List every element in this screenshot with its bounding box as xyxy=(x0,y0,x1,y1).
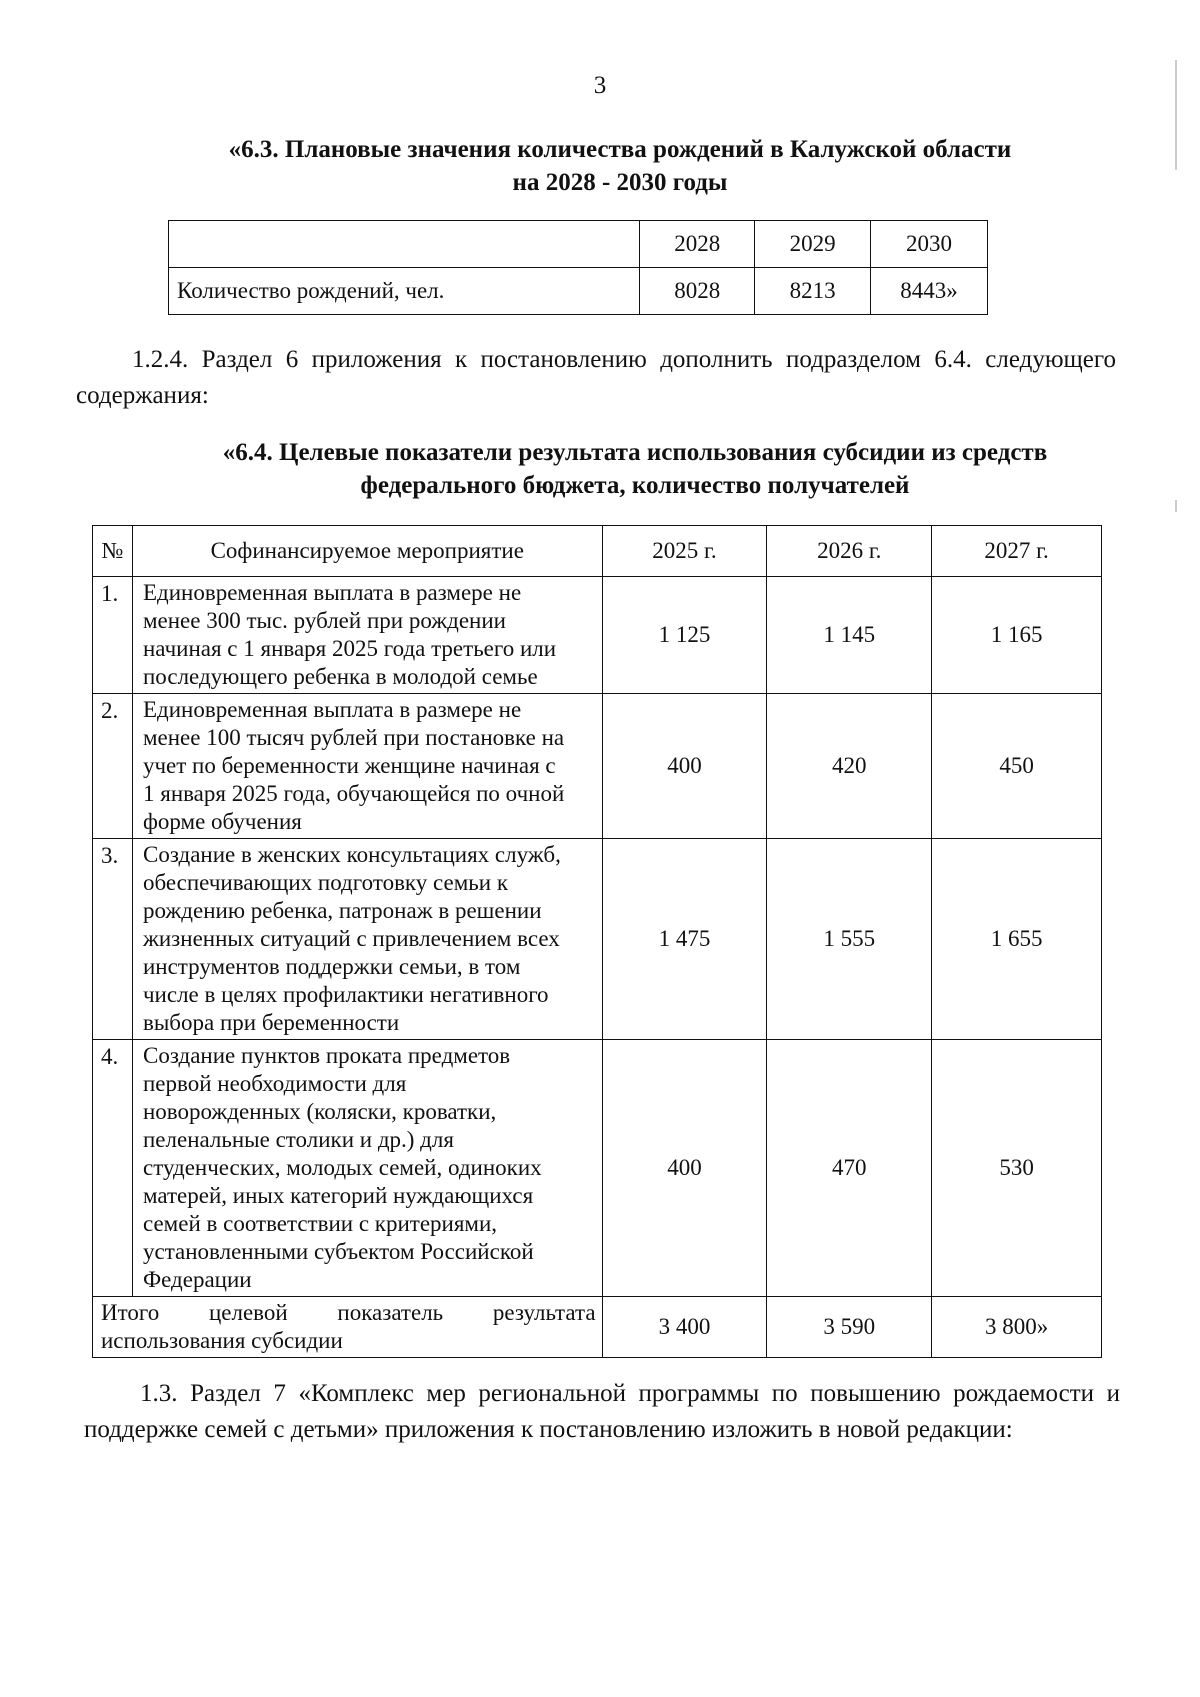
row-number: 1. xyxy=(93,577,133,694)
row-description xyxy=(132,577,602,694)
table-row xyxy=(93,577,1102,694)
row-description-line: 1 января 2025 года, обучающейся по очной xyxy=(142,781,565,806)
row-value-2027: 530 xyxy=(932,1040,1102,1297)
births-table-corner-cell xyxy=(169,221,640,268)
section-6-3-heading-line1: «6.3. Плановые значения количества рождений в Калужской области xyxy=(228,136,1012,163)
section-6-3-heading-line2: на 2028 - 2030 годы xyxy=(512,169,728,196)
row-description-line: менее 300 тыс. рублей при рождении xyxy=(142,608,506,633)
scan-edge-mark xyxy=(1175,500,1177,512)
total-value-2025: 3 400 xyxy=(602,1297,767,1358)
births-year-2028: 2028 xyxy=(640,221,755,268)
births-year-2030: 2030 xyxy=(871,221,988,268)
section-6-4-heading-line2: федерального бюджета, количество получателей xyxy=(360,472,910,499)
row-description-line: первой необходимости для xyxy=(142,1071,407,1096)
row-description xyxy=(132,839,602,1040)
paragraph-1-3: 1.3. Раздел 7 «Комплекс мер региональной программы по повышению рождаемости и поддержке семей с детьми» приложения к постановлению изложить в новой редакции: xyxy=(84,1380,1120,1443)
table-row xyxy=(93,694,1102,839)
row-description-line: начиная с 1 января 2025 года третьего или xyxy=(142,636,557,661)
row-value-2026: 1 555 xyxy=(767,839,932,1040)
row-number: 4. xyxy=(93,1040,133,1297)
row-value-2025: 1 125 xyxy=(602,577,767,694)
row-value-2026: 420 xyxy=(767,694,932,839)
header-2026: 2026 г. xyxy=(767,526,932,577)
header-2027: 2027 г. xyxy=(932,526,1102,577)
section-6-4-heading xyxy=(150,436,1120,502)
row-description-line: матерей, иных категорий нуждающихся xyxy=(142,1183,534,1208)
row-description-line: Создание пунктов проката предметов xyxy=(142,1043,511,1068)
total-row xyxy=(93,1297,1102,1358)
total-label: Итого целевой показатель результата использования субсидии xyxy=(93,1297,603,1358)
row-description-line: рождению ребенка, патронаж в решении xyxy=(142,898,542,923)
row-description-line: Единовременная выплата в размере не xyxy=(142,697,522,722)
births-table xyxy=(168,220,988,315)
row-description-line: Единовременная выплата в размере не xyxy=(142,580,522,605)
row-description-line: установленными субъектом Российской xyxy=(142,1239,534,1264)
row-description-line: жизненных ситуаций с привлечением всех xyxy=(142,926,560,951)
row-description-line: форме обучения xyxy=(142,809,302,834)
scan-edge-mark xyxy=(1175,60,1177,170)
births-value-2030: 8443» xyxy=(871,268,988,315)
row-value-2025: 400 xyxy=(602,694,767,839)
births-value-2029: 8213 xyxy=(755,268,871,315)
row-value-2027: 1 655 xyxy=(932,839,1102,1040)
row-description-line: пеленальные столики и др.) для xyxy=(142,1127,454,1152)
targets-table xyxy=(92,525,1102,1358)
births-table-row xyxy=(169,268,988,315)
table-row xyxy=(93,839,1102,1040)
births-table-header-row xyxy=(169,221,988,268)
row-description xyxy=(132,1040,602,1297)
row-description-line: инструментов поддержки семьи, в том xyxy=(142,954,521,979)
row-value-2027: 1 165 xyxy=(932,577,1102,694)
row-description-line: новорожденных (коляски, кроватки, xyxy=(142,1099,497,1124)
header-number: № xyxy=(93,526,133,577)
header-activity: Софинансируемое мероприятие xyxy=(132,526,602,577)
row-number: 2. xyxy=(93,694,133,839)
row-value-2025: 1 475 xyxy=(602,839,767,1040)
total-value-2027: 3 800» xyxy=(932,1297,1102,1358)
row-description-line: числе в целях профилактики негативного xyxy=(142,982,549,1007)
row-value-2026: 470 xyxy=(767,1040,932,1297)
paragraph-1-2-4: 1.2.4. Раздел 6 приложения к постановлению дополнить подразделом 6.4. следующего содержания: xyxy=(76,346,1116,409)
table-row xyxy=(93,1040,1102,1297)
births-value-2028: 8028 xyxy=(640,268,755,315)
row-description-line: студенческих, молодых семей, одиноких xyxy=(142,1155,542,1180)
row-description-line: менее 100 тысяч рублей при постановке на xyxy=(142,725,565,750)
row-description-line: выбора при беременности xyxy=(142,1010,400,1035)
header-2025: 2025 г. xyxy=(602,526,767,577)
row-description-line: обеспечивающих подготовку семьи к xyxy=(142,870,508,895)
row-description-line: учет по беременности женщине начиная с xyxy=(142,753,556,778)
row-description-line: семей в соответствии с критериями, xyxy=(142,1211,498,1236)
births-row-label: Количество рождений, чел. xyxy=(169,268,640,315)
row-description-line: Федерации xyxy=(142,1267,252,1292)
row-description xyxy=(132,694,602,839)
row-value-2025: 400 xyxy=(602,1040,767,1297)
row-value-2026: 1 145 xyxy=(767,577,932,694)
births-year-2029: 2029 xyxy=(755,221,871,268)
row-description-line: Создание в женских консультациях служб, xyxy=(142,842,561,867)
page-number: 3 xyxy=(593,72,607,99)
targets-table-header-row xyxy=(93,526,1102,577)
section-6-4-heading-line1: «6.4. Целевые показатели результата использования субсидии из средств xyxy=(222,439,1048,466)
section-6-3-heading xyxy=(180,133,1060,199)
row-number: 3. xyxy=(93,839,133,1040)
total-value-2026: 3 590 xyxy=(767,1297,932,1358)
row-value-2027: 450 xyxy=(932,694,1102,839)
row-description-line: последующего ребенка в молодой семье xyxy=(142,664,538,689)
